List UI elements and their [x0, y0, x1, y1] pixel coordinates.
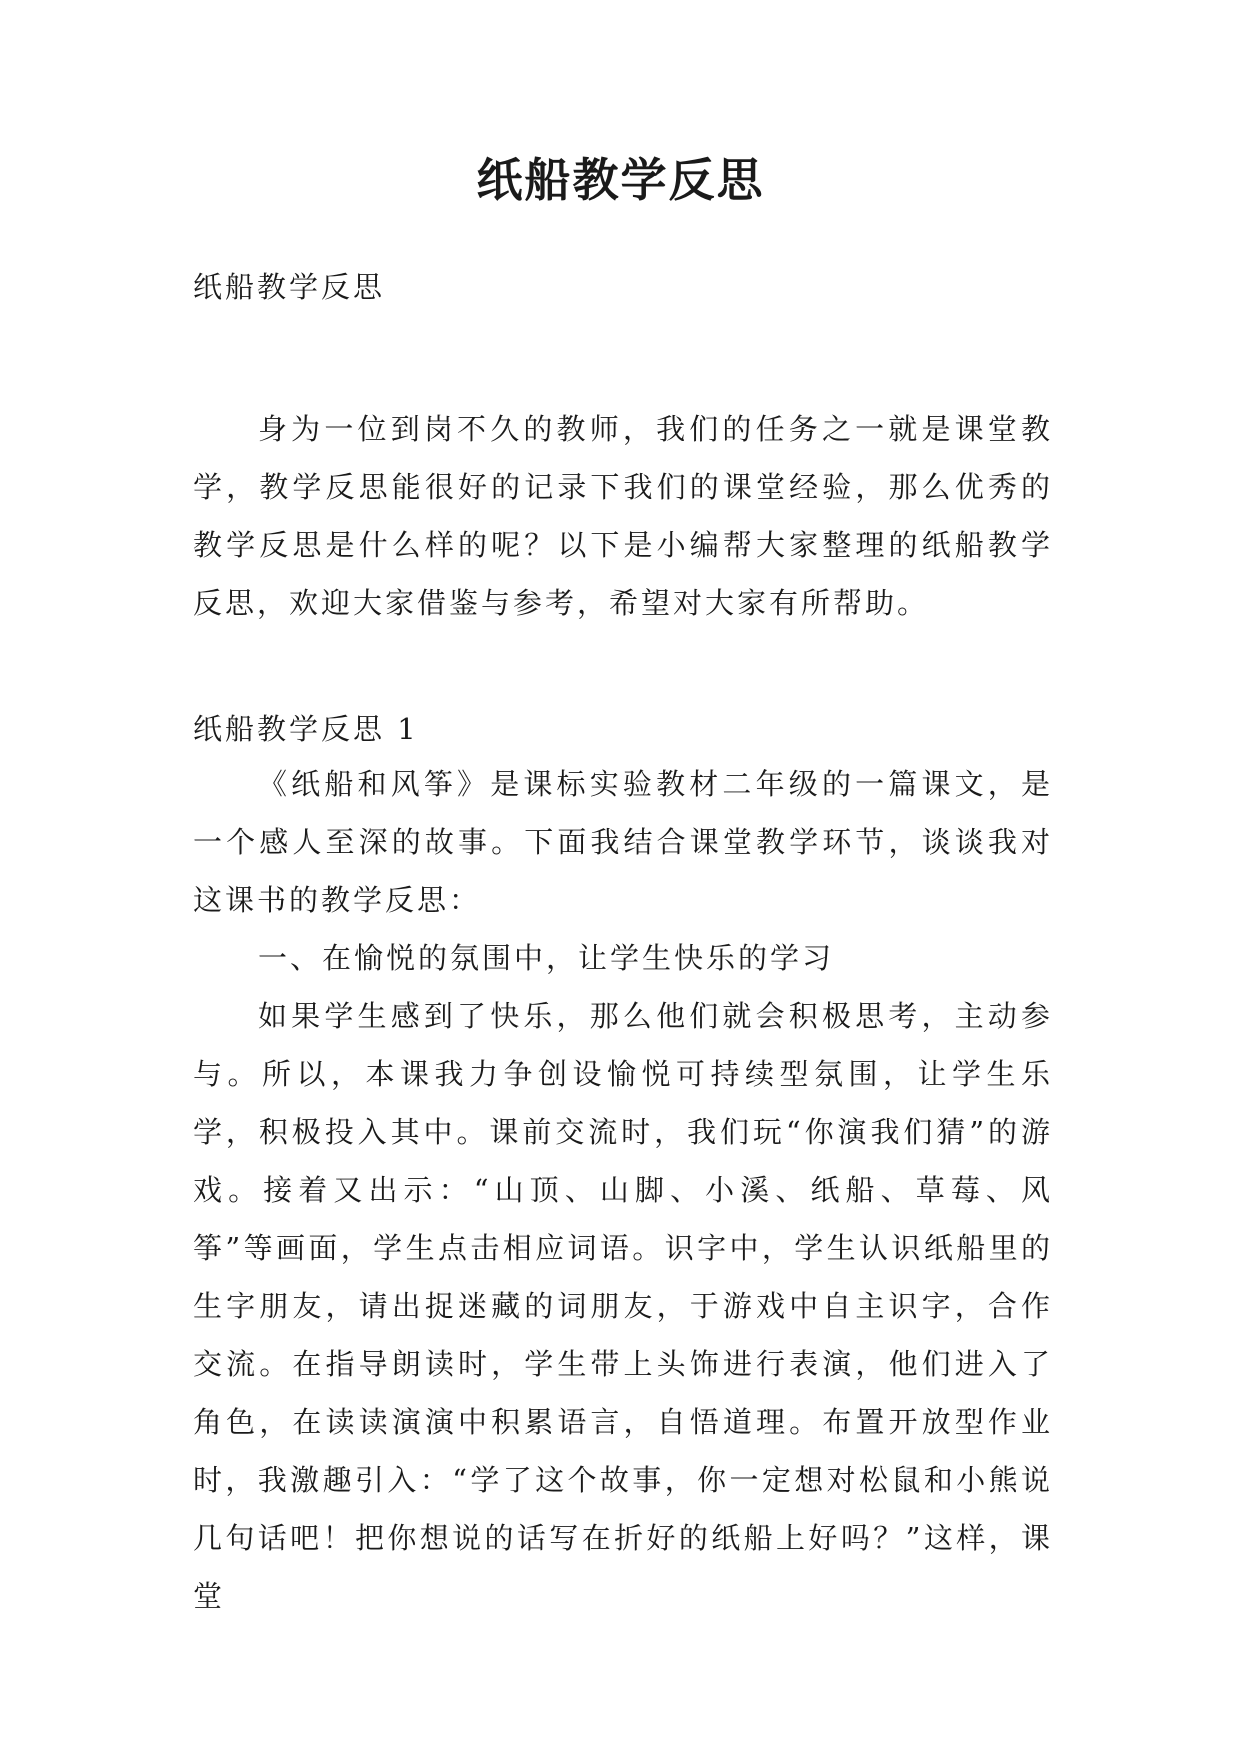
body-paragraph-heading: 一、在愉悦的氛围中，让学生快乐的学习 [258, 941, 835, 975]
intro-paragraph: 身为一位到岗不久的教师，我们的任务之一就是课堂教学，教学反思能很好的记录下我们的课堂经验，那么优秀的教学反思是什么样的呢？以下是小编帮大家整理的纸船教学反思，欢迎大家借鉴与参考，希望对大家有所帮助。 [193, 412, 1053, 620]
section-body [193, 755, 1053, 1625]
document-subtitle: 纸船教学反思 [193, 270, 386, 304]
section-heading: 纸船教学反思 1 [193, 712, 419, 746]
body-paragraph: 《纸船和风筝》是课标实验教材二年级的一篇课文，是一个感人至深的故事。下面我结合课堂教学环节，谈谈我对这课书的教学反思： [193, 767, 1053, 917]
document-title: 纸船教学反思 [476, 153, 765, 207]
body-paragraph: 如果学生感到了快乐，那么他们就会积极思考，主动参与。所以，本课我力争创设愉悦可持续型氛围，让学生乐学，积极投入其中。课前交流时，我们玩“你演我们猜”的游戏。接着又出示：“山顶、山脚、小溪、纸船、草莓、风筝”等画面，学生点击相应词语。识字中，学生认识纸船里的生字朋友，请出捉迷藏的词朋友，于游戏中自主识字，合作交流。在指导朗读时，学生带上头饰进行表演，他们进入了角色，在读读演演中积累语言，自悟道理。布置开放型作业时，我激趣引入：“学了这个故事，你一定想对松鼠和小熊说几句话吧！把你想说的话写在折好的纸船上好吗？”这样，课堂 [193, 999, 1053, 1613]
